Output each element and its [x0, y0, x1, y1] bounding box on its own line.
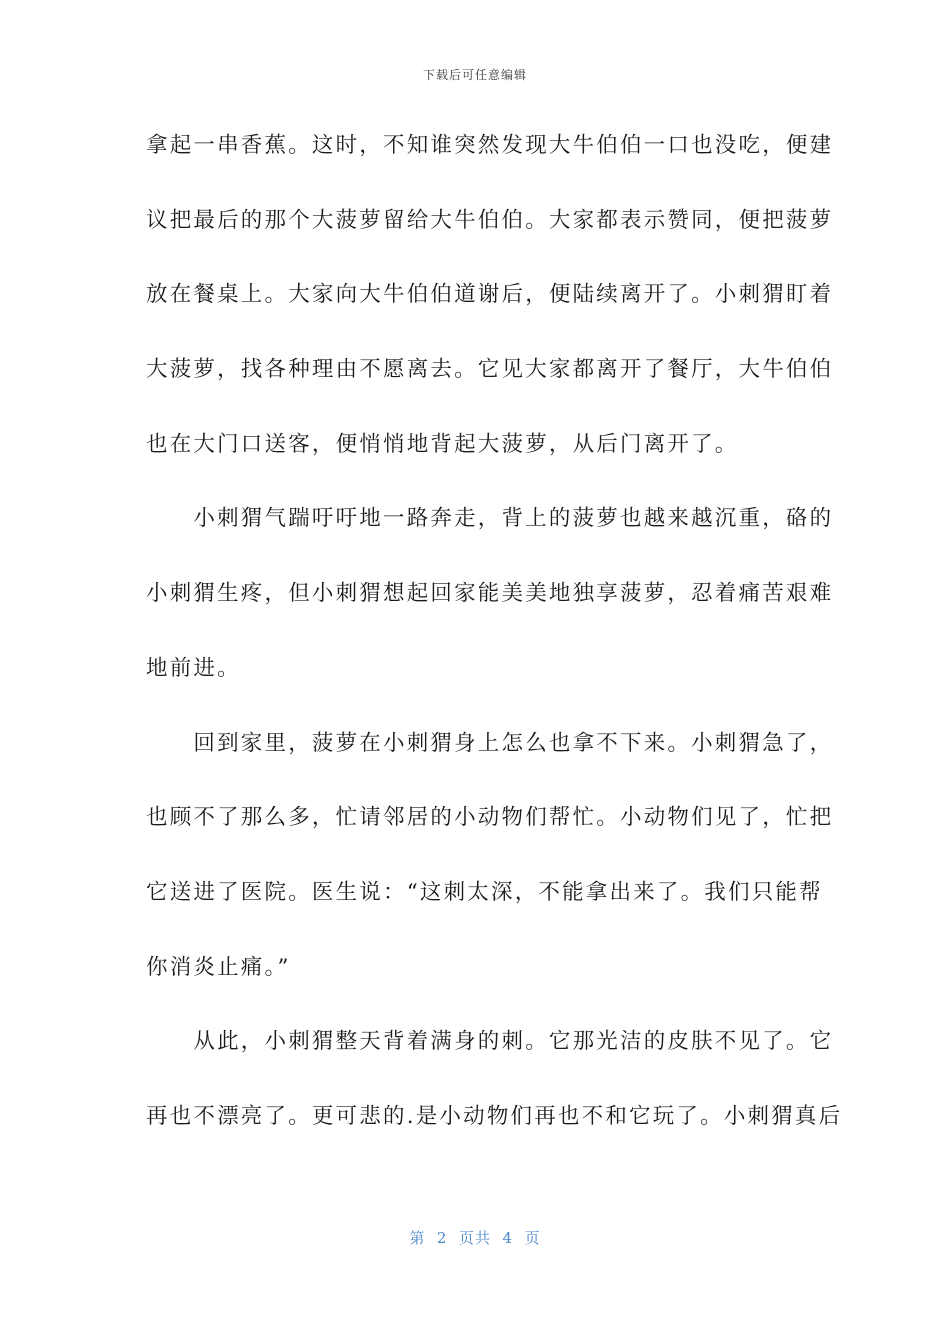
text-line: 从此，小刺猬整天背着满身的刺。它那光洁的皮肤不见了。它 — [146, 1029, 834, 1055]
page-number-footer: 第 2 页共 4 页 — [409, 1229, 541, 1247]
text-line: 大菠萝，找各种理由不愿离去。它见大家都离开了餐厅，大牛伯伯 — [146, 357, 834, 383]
text-line: 再也不漂亮了。更可悲的.是小动物们再也不和它玩了。小刺猬真后 — [146, 1103, 843, 1129]
text-line: 也在大门口送客，便悄悄地背起大菠萝，从后门离开了。 — [146, 431, 739, 457]
text-line: 拿起一串香蕉。这时，不知谁突然发现大牛伯伯一口也没吃，便建 — [146, 133, 834, 158]
text-line: 也顾不了那么多，忙请邻居的小动物们帮忙。小动物们见了，忙把 — [146, 805, 834, 831]
text-line: 回到家里，菠萝在小刺猬身上怎么也拿不下来。小刺猬急了， — [146, 730, 834, 756]
text-line: 地前进。 — [146, 655, 241, 681]
text-line: 小刺猬气踹吁吁地一路奔走，背上的菠萝也越来越沉重，硌的 — [146, 506, 834, 532]
text-line: 小刺猬生疼，但小刺猬想起回家能美美地独享菠萝，忍着痛苦艰难 — [146, 581, 834, 607]
document-body — [146, 121, 843, 1167]
text-line: 它送进了医院。医生说：“这刺太深，不能拿出来了。我们只能帮 — [146, 879, 823, 905]
text-line: 议把最后的那个大菠萝留给大牛伯伯。大家都表示赞同，便把菠萝 — [146, 207, 834, 233]
page-header: 下载后可任意编辑 — [422, 68, 527, 82]
text-line: 放在餐桌上。大家向大牛伯伯道谢后，便陆续离开了。小刺猬盯着 — [146, 282, 834, 308]
text-line: 你消炎止痛。” — [146, 954, 291, 980]
